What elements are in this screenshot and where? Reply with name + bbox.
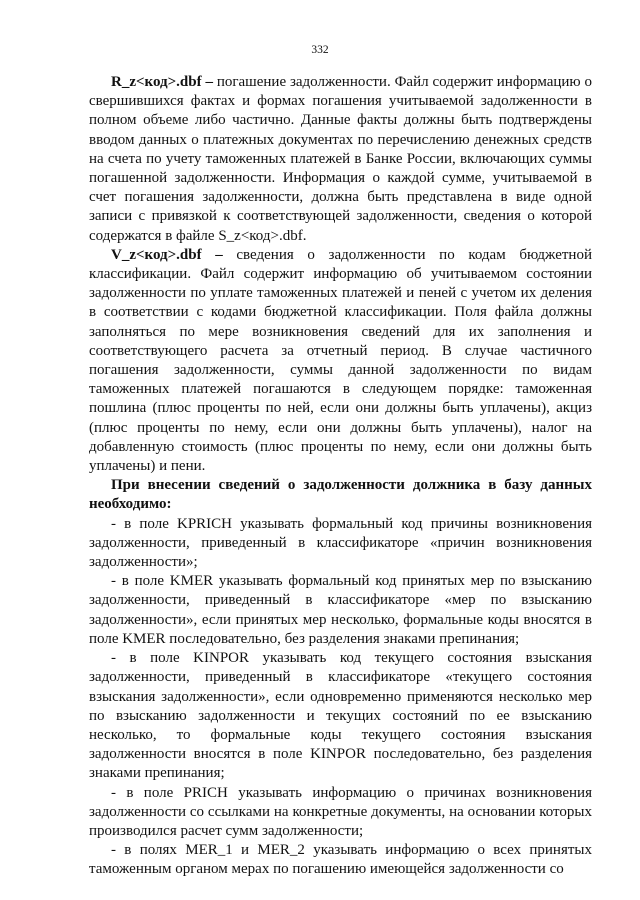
paragraph-kinpor <box>89 649 592 783</box>
document-body <box>89 73 592 880</box>
paragraph-text: - в поле KPRICH указывать формальный код причины возникновения задолженности, приведенный в классификаторе «причин возникновения задолженности»; <box>89 515 592 571</box>
paragraph-instruction-heading <box>89 476 592 514</box>
paragraph-text: - в поле KINPOR указывать код текущего состояния взыскания задолженности, приведенный в классификаторе «текущего состояния взыскания задолженности», если одновременно применяются несколько мер по взысканию задолженности и текущих состояний по ее взысканию несколько, то формальные коды текущего состояния взыскания задолженности вносятся в поле KINPOR последовательно, без разделения знаками препинания; <box>89 650 592 782</box>
paragraph-kprich <box>89 515 592 573</box>
paragraph-text: - в поле PRICH указывать информацию о причинах возникновения задолженности со ссылками на конкретные документы, на основании которых производился расчет сумм задолженности; <box>89 784 592 839</box>
paragraph-mer <box>89 841 592 879</box>
paragraph-v-z <box>89 246 592 476</box>
paragraph-text: погашение задолженности. Файл содержит информацию о свершившихся фактах и формах погашения учитываемой задолженности в полном объеме либо частично. Данные факты должны быть подтверждены вводом данных о платежных документах по перечислению денежных средств на счета по учету таможенных платежей в Банке России, включающих суммы погашенной задолженности. Информация о каждой сумме, учитываемой в счет погашения задолженности, должна быть представлена в виде одной записи с привязкой к соответствующей задолженности, сведения о которой содержатся в файле S_z<код>.dbf. <box>89 74 592 244</box>
paragraph-text: - в полях MER_1 и MER_2 указывать информацию о всех принятых таможенным органом мерах по погашению имеющейся задолженности со <box>89 842 592 878</box>
paragraph-r-z <box>89 73 592 246</box>
term-v-z: V_z<код>.dbf – <box>111 246 223 263</box>
paragraph-prich <box>89 784 592 842</box>
paragraph-kmer <box>89 572 592 649</box>
instruction-heading: При внесении сведений о задолженности должника в базу данных необходимо: <box>89 477 592 513</box>
paragraph-text: сведения о задолженности по кодам бюджетной классификации. Файл содержит информацию об учитываемом состоянии задолженности по уплате таможенных платежей и пеней с учетом их деления в соответствии с кодами бюджетной классификации. Поля файла должны заполняться по мере возникновения сведений для их заполнения и соответствующего расчета за отчетный период. В случае частичного погашения задолженности, суммы данной задолженности по видам таможенных платежей погашаются в следующем порядке: таможенная пошлина (плюс проценты по ней, если они должны быть уплачены), акциз (плюс проценты по нему, если они должны быть уплачены), налог на добавленную стоимость (плюс проценты по нему, если они должны быть уплачены) и пени. <box>89 246 592 475</box>
page-number: 332 <box>311 44 329 56</box>
paragraph-text: - в поле KMER указывать формальный код принятых мер по взысканию задолженности, приведенный в классификаторе «мер по взысканию задолженности», если принятых мер несколько, формальные коды вносятся в поле KMER последовательно, без разделения знаками препинания; <box>89 573 592 647</box>
term-r-z: R_z<код>.dbf – <box>111 74 213 90</box>
